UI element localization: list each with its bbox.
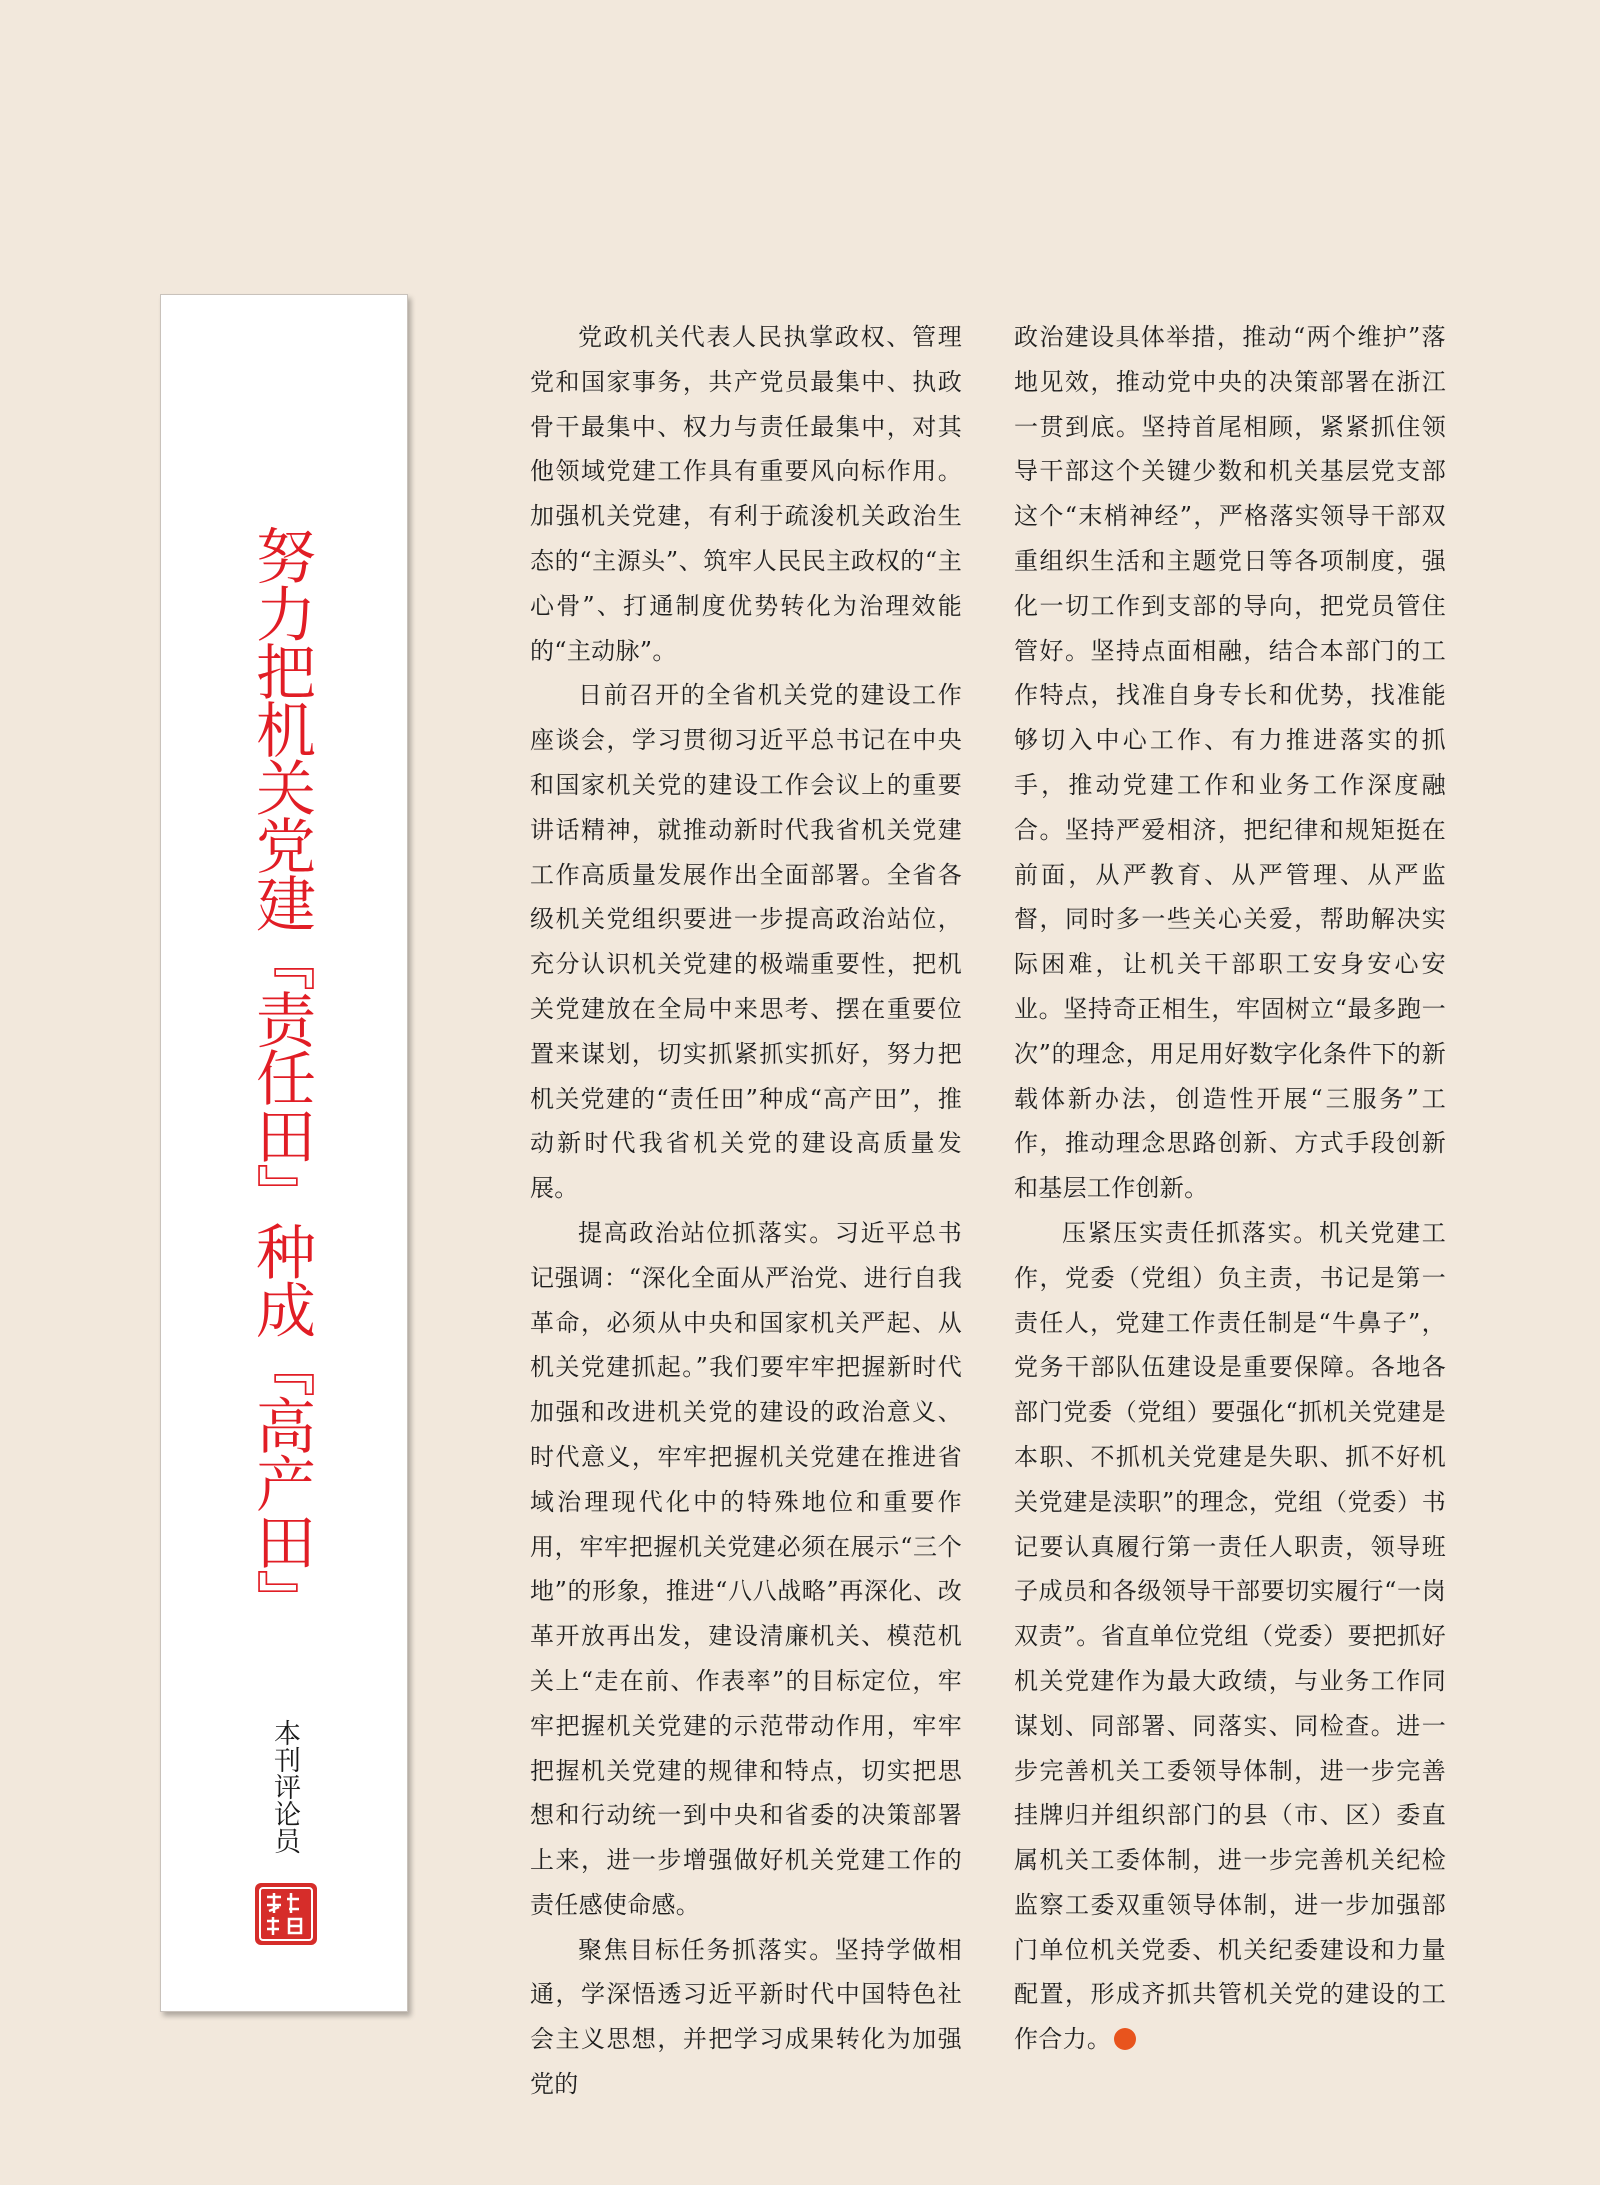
article-title: 努力把机关党建『责任田』种成『高产田』 bbox=[246, 525, 316, 1627]
paragraph: 聚焦目标任务抓落实。坚持学做相通，学深悟透习近平新时代中国特色社会主义思想，并把学习成果转化为加强党的 bbox=[530, 1935, 962, 2099]
body-column-right bbox=[1014, 315, 1446, 2062]
byline: 本刊评论员 bbox=[269, 1719, 300, 1854]
paragraph: 党政机关代表人民执掌政权、管理党和国家事务，共产党员最集中、执政骨干最集中、权力与责任最集中，对其他领域党建工作具有重要风向标作用。加强机关党建，有利于疏浚机关政治生态的“主源头”、筑牢人民民主政权的“主心骨”、打通制度优势转化为治理效能的“主动脉”。 bbox=[530, 323, 962, 665]
paragraph: 提高政治站位抓落实。习近平总书记强调：“深化全面从严治党、进行自我革命，必须从中央和国家机关严起、从机关党建抓起。”我们要牢牢把握新时代加强和改进机关党的建设的政治意义、时代意义，牢牢把握机关党建在推进省域治理现代化中的特殊地位和重要作用，牢牢把握机关党建必须在展示“三个地”的形象，推进“八八战略”再深化、改革开放再出发，建设清廉机关、模范机关上“走在前、作表率”的目标定位，牢牢把握机关党建的示范带动作用，牢牢把握机关党建的规律和特点，切实把思想和行动统一到中央和省委的决策部署上来，进一步增强做好机关党建工作的责任感使命感。 bbox=[530, 1218, 962, 1919]
paragraph: 政治建设具体举措，推动“两个维护”落地见效，推动党中央的决策部署在浙江一贯到底。坚持首尾相顾，紧紧抓住领导干部这个关键少数和机关基层党支部这个“末梢神经”，严格落实领导干部双重组织生活和主题党日等各项制度，强化一切工作到支部的导向，把党员管住管好。坚持点面相融，结合本部门的工作特点，找准自身专长和优势，找准能够切入中心工作、有力推进落实的抓手，推动党建工作和业务工作深度融合。坚持严爱相济，把纪律和规矩挺在前面，从严教育、从严管理、从严监督，同时多一些关心关爱，帮助解决实际困难，让机关干部职工安身安心安业。坚持奇正相生，牢固树立“最多跑一次”的理念，用足用好数字化条件下的新载体新办法，创造性开展“三服务”工作，推动理念思路创新、方式手段创新和基层工作创新。 bbox=[1014, 323, 1446, 1203]
paragraph: 日前召开的全省机关党的建设工作座谈会，学习贯彻习近平总书记在中央和国家机关党的建设工作会议上的重要讲话精神，就推动新时代我省机关党建工作高质量发展作出全面部署。全省各级机关党组织要进一步提高政治站位，充分认识机关党建的极端重要性，把机关党建放在全局中来思考、摆在重要位置来谋划，切实抓紧抓实抓好，努力把机关党建的“责任田”种成“高产田”，推动新时代我省机关党的建设高质量发展。 bbox=[530, 681, 962, 1203]
body-column-left bbox=[530, 315, 962, 2107]
seal-stamp-icon bbox=[253, 1881, 319, 1947]
paragraph-last bbox=[1014, 1211, 1446, 2062]
title-card bbox=[160, 294, 408, 2012]
end-mark-icon bbox=[1114, 2028, 1136, 2050]
paragraph-last-text: 压紧压实责任抓落实。机关党建工作，党委（党组）负主责，书记是第一责任人，党建工作责任制是“牛鼻子”，党务干部队伍建设是重要保障。各地各部门党委（党组）要强化“抓机关党建是本职、不抓机关党建是失职、抓不好机关党建是渎职”的理念，党组（党委）书记要认真履行第一责任人职责，领导班子成员和各级领导干部要切实履行“一岗双责”。省直单位党组（党委）要把抓好机关党建作为最大政绩，与业务工作同谋划、同部署、同落实、同检查。进一步完善机关工委领导体制，进一步完善挂牌归并组织部门的县（市、区）委直属机关工委体制，进一步完善机关纪检监察工委双重领导体制，进一步加强部门单位机关党委、机关纪委建设和力量配置，形成齐抓共管机关党的建设的工作合力。 bbox=[1014, 1218, 1446, 2054]
